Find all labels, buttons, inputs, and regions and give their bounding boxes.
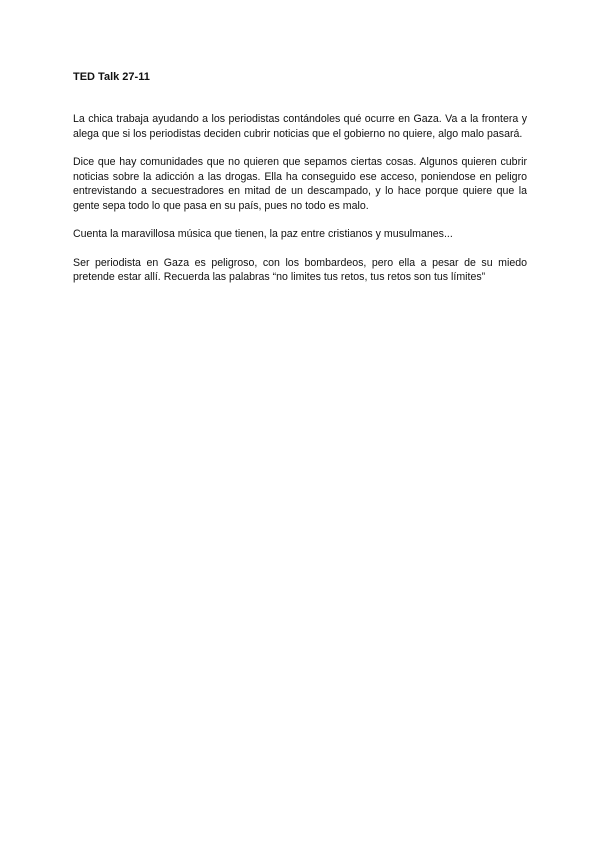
document-title: TED Talk 27-11 (73, 71, 150, 83)
document-body (73, 70, 527, 299)
paragraph-2: Dice que hay comunidades que no quieren que sepamos ciertas cosas. Algunos quieren cubrir noticias sobre la adicción a las drogas. Ella ha conseguido ese acceso, poniendose en peligro entrevistando a secuestradores en mitad de un descampado, y lo hace porque quiere que la gente sepa todo lo que pasa en su país, pues no todo es malo. (73, 156, 527, 212)
paragraph-3: Cuenta la maravillosa música que tienen, la paz entre cristianos y musulmanes... (73, 228, 453, 240)
paragraph-1: La chica trabaja ayudando a los periodistas contándoles qué ocurre en Gaza. Va a la frontera y alega que si los periodistas deciden cubrir noticias que el gobierno no quiere, algo malo pasará. (73, 113, 527, 140)
paragraph-4: Ser periodista en Gaza es peligroso, con los bombardeos, pero ella a pesar de su miedo pretende estar allí. Recuerda las palabras “no limites tus retos, tus retos son tus límites” (73, 256, 527, 283)
